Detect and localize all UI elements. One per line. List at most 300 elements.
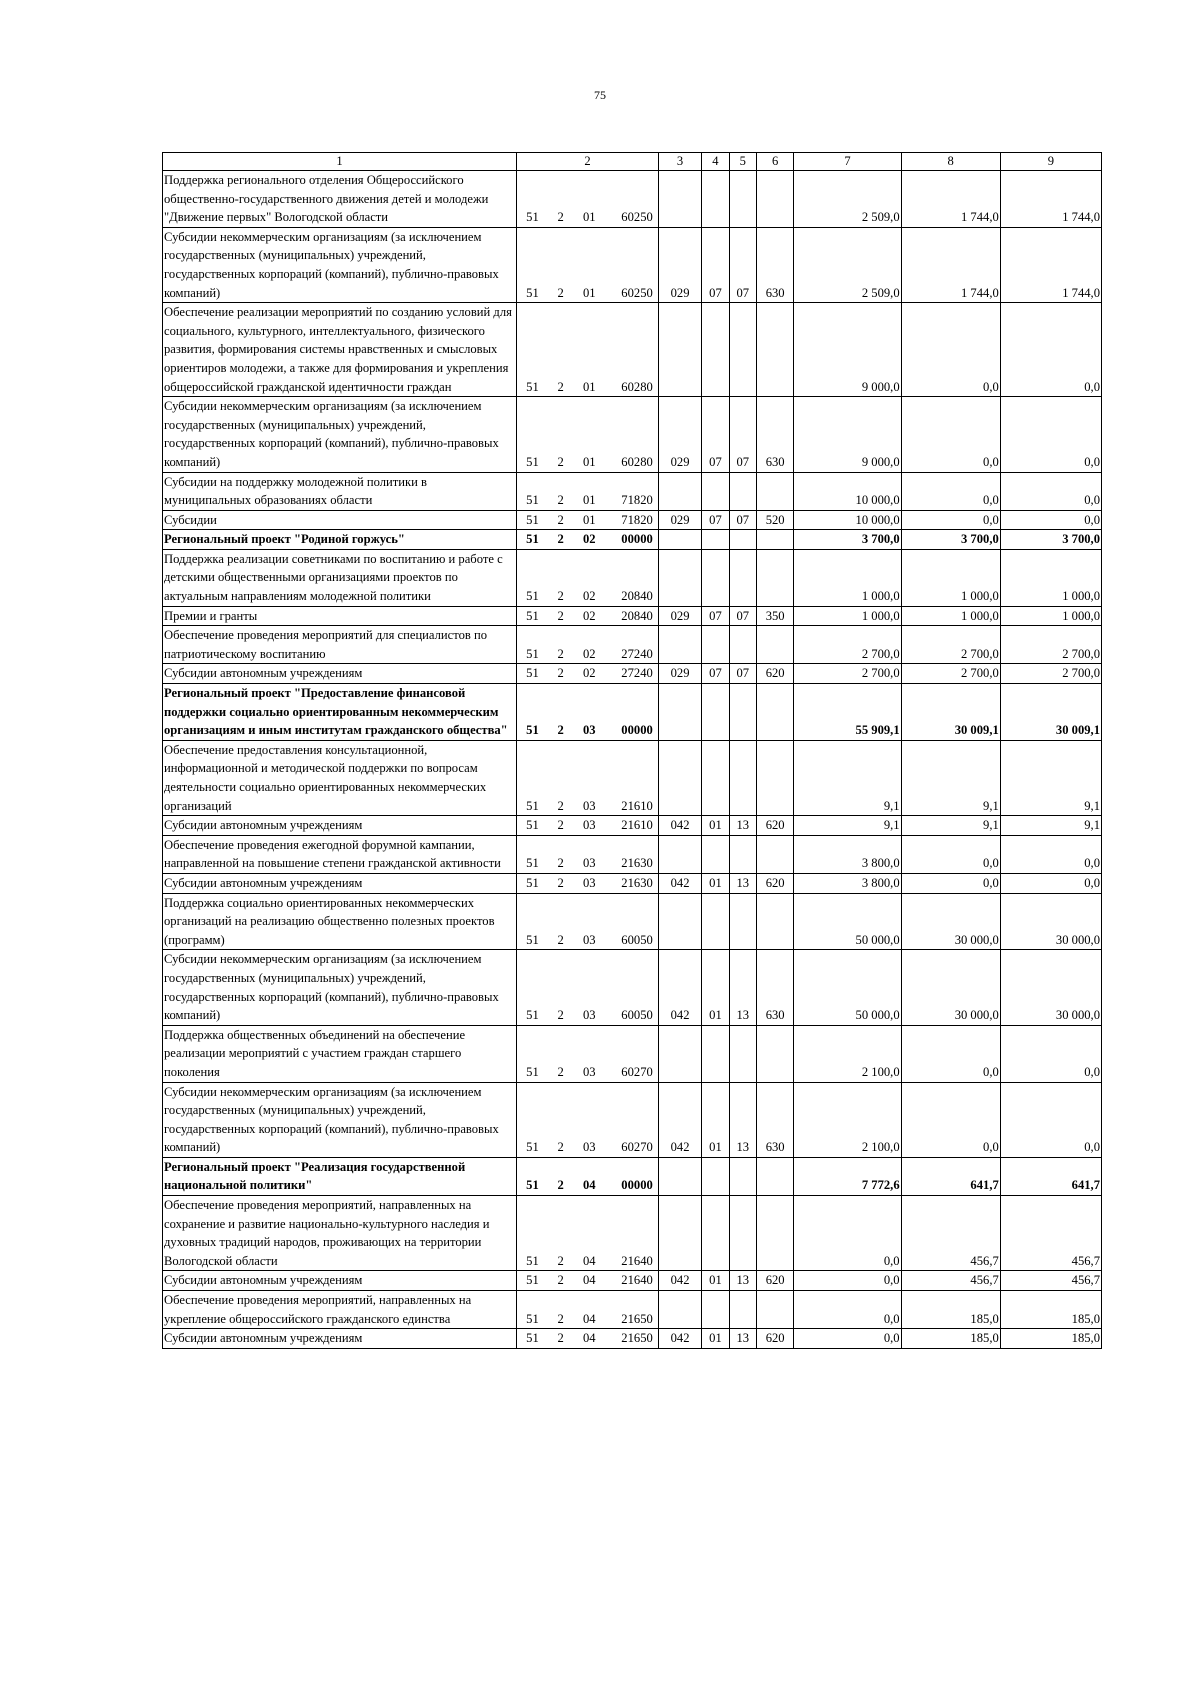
row-col4 <box>702 171 729 228</box>
row-col7-amount: 1 000,0 <box>794 549 901 606</box>
row-col5: 13 <box>729 1329 756 1349</box>
row-col9-amount: 456,7 <box>1000 1196 1101 1271</box>
row-col8-amount: 9,1 <box>901 740 1000 815</box>
row-description: Субсидии автономным учреждениям <box>163 1329 517 1349</box>
row-col7-amount: 3 800,0 <box>794 873 901 893</box>
row-col8-amount: 641,7 <box>901 1157 1000 1195</box>
row-col6 <box>756 530 793 550</box>
table-row <box>163 606 1102 626</box>
code-part: 60280 <box>621 379 653 394</box>
row-description: Субсидии <box>163 510 517 530</box>
code-part: 51 <box>526 493 539 508</box>
code-part: 2 <box>557 493 564 508</box>
row-code <box>517 626 659 664</box>
row-col4 <box>702 549 729 606</box>
code-part: 2 <box>557 798 564 813</box>
row-col8-amount: 2 700,0 <box>901 626 1000 664</box>
code-part: 21650 <box>621 1311 653 1326</box>
table-row <box>163 549 1102 606</box>
row-code <box>517 664 659 684</box>
table-row <box>163 1196 1102 1271</box>
row-col5: 13 <box>729 1271 756 1291</box>
code-part: 03 <box>582 1064 596 1079</box>
row-description: Субсидии некоммерческим организациям (за исключением государственных (муниципальных) учреждений, государственных корпораций (компаний), публично-правовых компаний) <box>163 950 517 1025</box>
row-description: Поддержка общественных объединений на обеспечение реализации мероприятий с участием граждан старшего поколения <box>163 1025 517 1082</box>
row-col5 <box>729 893 756 950</box>
row-col3 <box>658 549 702 606</box>
code-part: 51 <box>526 932 539 947</box>
code-part: 60270 <box>621 1140 653 1155</box>
row-col7-amount: 50 000,0 <box>794 893 901 950</box>
code-part: 2 <box>557 646 564 661</box>
code-part: 71820 <box>621 493 653 508</box>
row-col8-amount: 0,0 <box>901 303 1000 397</box>
row-col6 <box>756 740 793 815</box>
row-description: Региональный проект "Предоставление финансовой поддержки социально ориентированным некоммерческим организациям и иным институтам гражданского общества" <box>163 684 517 741</box>
row-code <box>517 1082 659 1157</box>
row-col5 <box>729 740 756 815</box>
code-part: 02 <box>582 532 596 547</box>
row-col9-amount: 2 700,0 <box>1000 626 1101 664</box>
row-col7-amount: 3 800,0 <box>794 835 901 873</box>
row-col7-amount: 9 000,0 <box>794 397 901 472</box>
column-header: 9 <box>1000 153 1101 171</box>
row-col9-amount: 0,0 <box>1000 397 1101 472</box>
code-part: 02 <box>582 608 596 623</box>
row-description: Субсидии некоммерческим организациям (за исключением государственных (муниципальных) учреждений, государственных корпораций (компаний), публично-правовых компаний) <box>163 227 517 302</box>
row-col6: 620 <box>756 1329 793 1349</box>
row-col8-amount: 185,0 <box>901 1291 1000 1329</box>
code-part: 51 <box>526 1140 539 1155</box>
code-part: 21630 <box>621 875 653 890</box>
row-col8-amount: 0,0 <box>901 835 1000 873</box>
row-description: Обеспечение проведения ежегодной форумной кампании, направленной на повышение степени гражданской активности <box>163 835 517 873</box>
code-part: 20840 <box>621 608 653 623</box>
row-code <box>517 227 659 302</box>
row-col4 <box>702 626 729 664</box>
table-row <box>163 510 1102 530</box>
code-part: 04 <box>582 1331 596 1346</box>
row-code <box>517 740 659 815</box>
row-col9-amount: 0,0 <box>1000 472 1101 510</box>
code-part: 51 <box>526 285 539 300</box>
row-col8-amount: 1 000,0 <box>901 606 1000 626</box>
row-code <box>517 684 659 741</box>
row-description: Субсидии автономным учреждениям <box>163 1271 517 1291</box>
code-part: 03 <box>582 1008 596 1023</box>
row-col4: 01 <box>702 873 729 893</box>
table-row <box>163 873 1102 893</box>
row-col4 <box>702 1291 729 1329</box>
row-col7-amount: 2 700,0 <box>794 626 901 664</box>
row-col7-amount: 2 100,0 <box>794 1025 901 1082</box>
row-col3 <box>658 171 702 228</box>
row-description: Обеспечение проведения мероприятий, направленных на укрепление общероссийского гражданского единства <box>163 1291 517 1329</box>
row-col6 <box>756 835 793 873</box>
code-part: 60280 <box>621 454 653 469</box>
row-col3 <box>658 472 702 510</box>
row-col4 <box>702 472 729 510</box>
row-col5: 07 <box>729 227 756 302</box>
row-col4 <box>702 1025 729 1082</box>
row-col8-amount: 0,0 <box>901 397 1000 472</box>
code-part: 03 <box>582 856 596 871</box>
row-col4 <box>702 1157 729 1195</box>
row-col6: 620 <box>756 873 793 893</box>
row-col8-amount: 0,0 <box>901 510 1000 530</box>
code-part: 51 <box>526 589 539 604</box>
row-col5: 13 <box>729 873 756 893</box>
row-col9-amount: 9,1 <box>1000 740 1101 815</box>
row-description: Субсидии автономным учреждениям <box>163 664 517 684</box>
code-part: 00000 <box>621 723 653 738</box>
row-description: Субсидии некоммерческим организациям (за исключением государственных (муниципальных) учреждений, государственных корпораций (компаний), публично-правовых компаний) <box>163 1082 517 1157</box>
table-row <box>163 1329 1102 1349</box>
code-part: 27240 <box>621 666 653 681</box>
code-part: 2 <box>557 379 564 394</box>
row-col8-amount: 1 744,0 <box>901 171 1000 228</box>
column-header: 1 <box>163 153 517 171</box>
row-col8-amount: 2 700,0 <box>901 664 1000 684</box>
row-col3: 042 <box>658 1271 702 1291</box>
row-col6 <box>756 1025 793 1082</box>
code-part: 01 <box>582 379 596 394</box>
code-part: 2 <box>557 875 564 890</box>
code-part: 2 <box>557 1008 564 1023</box>
code-part: 03 <box>582 723 596 738</box>
row-col5: 07 <box>729 510 756 530</box>
row-col4: 01 <box>702 1271 729 1291</box>
code-part: 2 <box>557 1311 564 1326</box>
code-part: 03 <box>582 932 596 947</box>
table-row <box>163 1157 1102 1195</box>
code-part: 71820 <box>621 512 653 527</box>
code-part: 51 <box>526 210 539 225</box>
row-description: Субсидии некоммерческим организациям (за исключением государственных (муниципальных) учреждений, государственных корпораций (компаний), публично-правовых компаний) <box>163 397 517 472</box>
row-col6 <box>756 893 793 950</box>
row-code <box>517 950 659 1025</box>
row-col6: 620 <box>756 816 793 836</box>
code-part: 02 <box>582 589 596 604</box>
row-col6: 520 <box>756 510 793 530</box>
row-col9-amount: 1 000,0 <box>1000 549 1101 606</box>
row-col9-amount: 30 009,1 <box>1000 684 1101 741</box>
code-part: 51 <box>526 1064 539 1079</box>
code-part: 51 <box>526 1311 539 1326</box>
column-header: 7 <box>794 153 901 171</box>
code-part: 27240 <box>621 646 653 661</box>
code-part: 03 <box>582 798 596 813</box>
code-part: 51 <box>526 1008 539 1023</box>
row-col8-amount: 30 000,0 <box>901 893 1000 950</box>
row-col7-amount: 1 000,0 <box>794 606 901 626</box>
code-part: 51 <box>526 646 539 661</box>
code-part: 2 <box>557 210 564 225</box>
row-col4: 07 <box>702 227 729 302</box>
row-code <box>517 530 659 550</box>
row-col6: 350 <box>756 606 793 626</box>
column-header: 5 <box>729 153 756 171</box>
row-col9-amount: 1 744,0 <box>1000 227 1101 302</box>
row-col7-amount: 0,0 <box>794 1196 901 1271</box>
row-col3 <box>658 303 702 397</box>
table-row <box>163 816 1102 836</box>
table-row <box>163 1271 1102 1291</box>
row-description: Обеспечение реализации мероприятий по созданию условий для социального, культурного, интеллектуального, физического развития, формирования системы нравственных и смысловых ориентиров молодежи, а также для формирования и укрепления общероссийской гражданской идентичности граждан <box>163 303 517 397</box>
row-description: Субсидии автономным учреждениям <box>163 873 517 893</box>
row-code <box>517 303 659 397</box>
code-part: 60050 <box>621 932 653 947</box>
row-code <box>517 1291 659 1329</box>
code-part: 2 <box>557 1331 564 1346</box>
code-part: 01 <box>582 210 596 225</box>
code-part: 04 <box>582 1178 596 1193</box>
row-col3 <box>658 684 702 741</box>
code-part: 51 <box>526 532 539 547</box>
row-col6 <box>756 549 793 606</box>
row-col7-amount: 0,0 <box>794 1271 901 1291</box>
code-part: 51 <box>526 512 539 527</box>
row-description: Премии и гранты <box>163 606 517 626</box>
code-part: 01 <box>582 454 596 469</box>
code-part: 01 <box>582 493 596 508</box>
row-col8-amount: 185,0 <box>901 1329 1000 1349</box>
row-col3: 042 <box>658 816 702 836</box>
code-part: 51 <box>526 1331 539 1346</box>
code-part: 51 <box>526 1178 539 1193</box>
row-col5 <box>729 626 756 664</box>
row-col5: 07 <box>729 606 756 626</box>
row-col8-amount: 456,7 <box>901 1271 1000 1291</box>
code-part: 2 <box>557 666 564 681</box>
row-col4 <box>702 740 729 815</box>
code-part: 21630 <box>621 856 653 871</box>
row-code <box>517 1196 659 1271</box>
table-row <box>163 626 1102 664</box>
page-number: 75 <box>594 88 606 102</box>
row-col5 <box>729 549 756 606</box>
row-col8-amount: 1 744,0 <box>901 227 1000 302</box>
code-part: 21650 <box>621 1331 653 1346</box>
code-part: 51 <box>526 1253 539 1268</box>
row-code <box>517 835 659 873</box>
code-part: 2 <box>557 454 564 469</box>
code-part: 03 <box>582 1140 596 1155</box>
table-row <box>163 530 1102 550</box>
row-code <box>517 1329 659 1349</box>
row-col6 <box>756 303 793 397</box>
row-col9-amount: 0,0 <box>1000 1025 1101 1082</box>
row-col8-amount: 0,0 <box>901 1025 1000 1082</box>
row-col3 <box>658 1025 702 1082</box>
code-part: 03 <box>582 875 596 890</box>
row-col9-amount: 1 744,0 <box>1000 171 1101 228</box>
row-col9-amount: 0,0 <box>1000 303 1101 397</box>
code-part: 51 <box>526 875 539 890</box>
code-part: 60250 <box>621 210 653 225</box>
row-col3 <box>658 1291 702 1329</box>
table-row <box>163 1082 1102 1157</box>
row-col9-amount: 0,0 <box>1000 1082 1101 1157</box>
row-col7-amount: 0,0 <box>794 1291 901 1329</box>
row-col7-amount: 2 509,0 <box>794 171 901 228</box>
code-part: 51 <box>526 1273 539 1288</box>
row-col4: 07 <box>702 510 729 530</box>
row-description: Обеспечение предоставления консультационной, информационной и методической поддержки по вопросам деятельности социально ориентированных некоммерческих организаций <box>163 740 517 815</box>
table-row <box>163 835 1102 873</box>
row-col3: 029 <box>658 606 702 626</box>
row-col3: 042 <box>658 1082 702 1157</box>
code-part: 2 <box>557 856 564 871</box>
row-col7-amount: 2 700,0 <box>794 664 901 684</box>
row-col7-amount: 3 700,0 <box>794 530 901 550</box>
code-part: 00000 <box>621 532 653 547</box>
row-col7-amount: 2 100,0 <box>794 1082 901 1157</box>
code-part: 2 <box>557 1253 564 1268</box>
row-col8-amount: 30 000,0 <box>901 950 1000 1025</box>
row-col4 <box>702 1196 729 1271</box>
row-col8-amount: 456,7 <box>901 1196 1000 1271</box>
row-col9-amount: 1 000,0 <box>1000 606 1101 626</box>
column-header: 2 <box>517 153 659 171</box>
row-col5: 13 <box>729 816 756 836</box>
row-description: Обеспечение проведения мероприятий для специалистов по патриотическому воспитанию <box>163 626 517 664</box>
row-col3: 029 <box>658 227 702 302</box>
row-description: Поддержка реализации советниками по воспитанию и работе с детскими общественными организациями проектов по актуальным направлениям молодежной политики <box>163 549 517 606</box>
row-col8-amount: 9,1 <box>901 816 1000 836</box>
row-col8-amount: 0,0 <box>901 873 1000 893</box>
row-col3: 029 <box>658 510 702 530</box>
row-col4 <box>702 684 729 741</box>
row-col3: 042 <box>658 1329 702 1349</box>
code-part: 2 <box>557 608 564 623</box>
row-col4: 01 <box>702 1329 729 1349</box>
row-description: Субсидии на поддержку молодежной политики в муниципальных образованиях области <box>163 472 517 510</box>
row-col3 <box>658 740 702 815</box>
row-col5 <box>729 303 756 397</box>
code-part: 02 <box>582 666 596 681</box>
row-code <box>517 549 659 606</box>
row-code <box>517 893 659 950</box>
row-col6 <box>756 171 793 228</box>
code-part: 2 <box>557 1178 564 1193</box>
table-row <box>163 227 1102 302</box>
row-col7-amount: 10 000,0 <box>794 510 901 530</box>
row-col9-amount: 30 000,0 <box>1000 893 1101 950</box>
row-col5 <box>729 171 756 228</box>
row-col9-amount: 185,0 <box>1000 1291 1101 1329</box>
row-code <box>517 510 659 530</box>
row-col6 <box>756 684 793 741</box>
table-row <box>163 1291 1102 1329</box>
table-row <box>163 664 1102 684</box>
row-col5 <box>729 1025 756 1082</box>
row-col8-amount: 30 009,1 <box>901 684 1000 741</box>
row-col3: 042 <box>658 873 702 893</box>
code-part: 2 <box>557 589 564 604</box>
row-col9-amount: 185,0 <box>1000 1329 1101 1349</box>
code-part: 03 <box>582 818 596 833</box>
row-col6: 620 <box>756 664 793 684</box>
row-col6 <box>756 1196 793 1271</box>
code-part: 2 <box>557 932 564 947</box>
row-col8-amount: 1 000,0 <box>901 549 1000 606</box>
code-part: 51 <box>526 856 539 871</box>
code-part: 04 <box>582 1273 596 1288</box>
row-col9-amount: 9,1 <box>1000 816 1101 836</box>
table-row <box>163 303 1102 397</box>
table-row <box>163 1025 1102 1082</box>
row-col4: 01 <box>702 950 729 1025</box>
budget-table <box>162 152 1102 1349</box>
code-part: 2 <box>557 285 564 300</box>
code-part: 20840 <box>621 589 653 604</box>
row-col8-amount: 0,0 <box>901 472 1000 510</box>
row-col5 <box>729 1196 756 1271</box>
row-col9-amount: 2 700,0 <box>1000 664 1101 684</box>
table-row <box>163 740 1102 815</box>
code-part: 51 <box>526 379 539 394</box>
code-part: 2 <box>557 1273 564 1288</box>
column-header: 4 <box>702 153 729 171</box>
column-header: 6 <box>756 153 793 171</box>
code-part: 51 <box>526 818 539 833</box>
row-col9-amount: 0,0 <box>1000 835 1101 873</box>
row-col3: 029 <box>658 664 702 684</box>
row-col3 <box>658 1196 702 1271</box>
code-part: 21610 <box>621 798 653 813</box>
row-col4: 07 <box>702 397 729 472</box>
row-col3 <box>658 835 702 873</box>
row-col3 <box>658 1157 702 1195</box>
code-part: 2 <box>557 532 564 547</box>
code-part: 02 <box>582 646 596 661</box>
row-col6 <box>756 1157 793 1195</box>
row-code <box>517 873 659 893</box>
row-col4 <box>702 303 729 397</box>
row-col4: 07 <box>702 664 729 684</box>
code-part: 51 <box>526 454 539 469</box>
column-header: 8 <box>901 153 1000 171</box>
row-col4 <box>702 530 729 550</box>
table-row <box>163 893 1102 950</box>
code-part: 00000 <box>621 1178 653 1193</box>
code-part: 21640 <box>621 1273 653 1288</box>
row-col5 <box>729 1157 756 1195</box>
code-part: 2 <box>557 1064 564 1079</box>
row-col8-amount: 0,0 <box>901 1082 1000 1157</box>
row-code <box>517 606 659 626</box>
code-part: 51 <box>526 666 539 681</box>
code-part: 60250 <box>621 285 653 300</box>
row-code <box>517 397 659 472</box>
code-part: 01 <box>582 512 596 527</box>
header-row <box>163 153 1102 171</box>
row-col3 <box>658 626 702 664</box>
row-col6: 630 <box>756 227 793 302</box>
row-col3 <box>658 530 702 550</box>
row-col6 <box>756 472 793 510</box>
row-description: Обеспечение проведения мероприятий, направленных на сохранение и развитие национально-культурного наследия и духовных традиций народов, проживающих на территории Вологодской области <box>163 1196 517 1271</box>
row-col9-amount: 0,0 <box>1000 510 1101 530</box>
row-col6 <box>756 626 793 664</box>
code-part: 51 <box>526 608 539 623</box>
row-col7-amount: 9,1 <box>794 740 901 815</box>
row-col5: 13 <box>729 1082 756 1157</box>
row-col7-amount: 9 000,0 <box>794 303 901 397</box>
code-part: 04 <box>582 1311 596 1326</box>
row-col7-amount: 7 772,6 <box>794 1157 901 1195</box>
